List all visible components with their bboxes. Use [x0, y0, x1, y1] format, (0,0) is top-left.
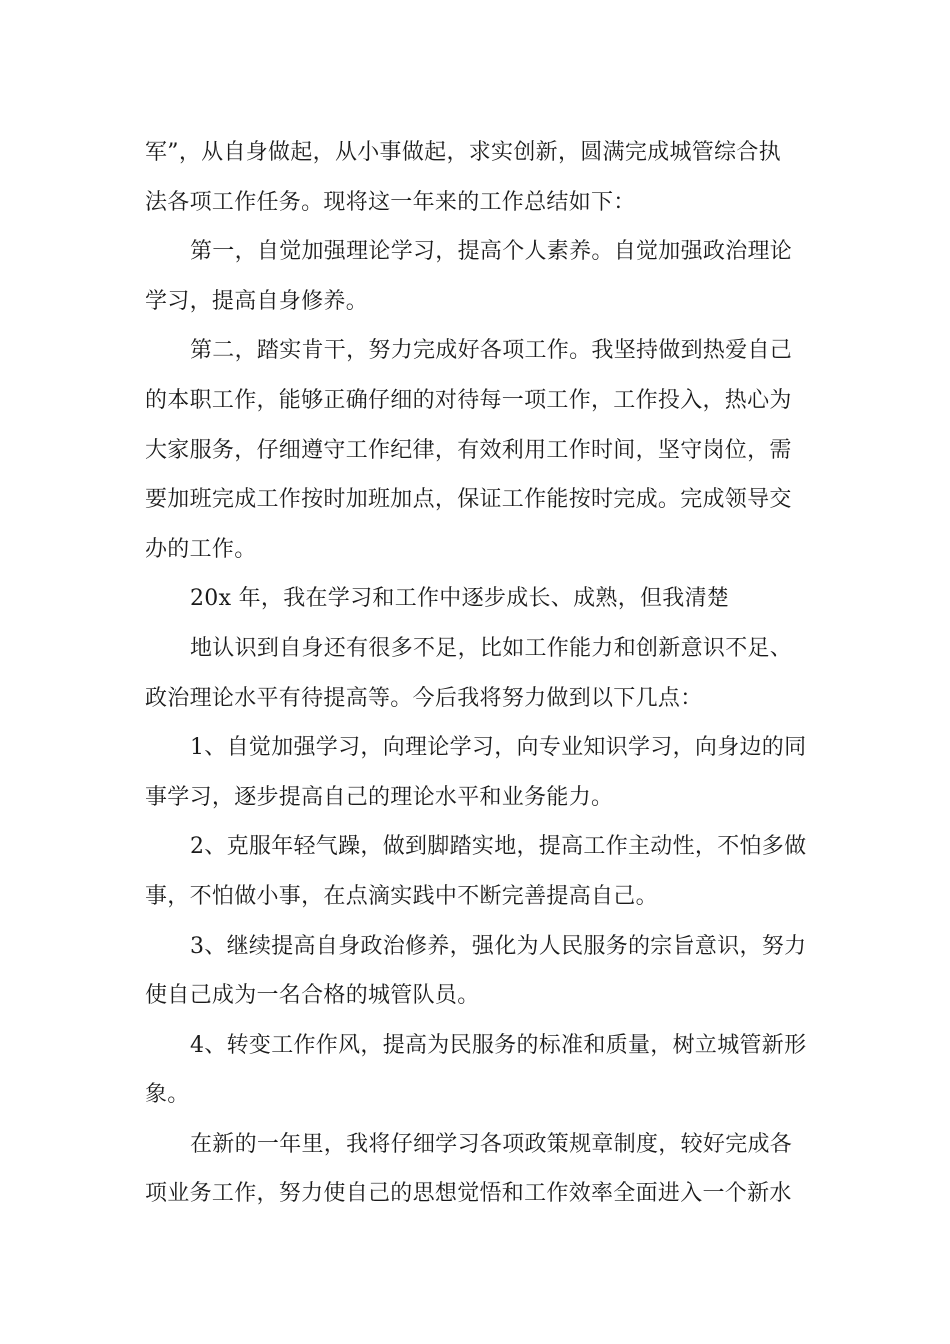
text-line: 3、继续提高自身政治修养，强化为人民服务的宗旨意识，努力 — [190, 933, 807, 959]
text-line: 4、转变工作作风，提高为民服务的标准和质量，树立城管新形 — [190, 1032, 807, 1058]
text-line: 的本职工作，能够正确仔细的对待每一项工作，工作投入，热心为 — [145, 387, 792, 413]
text-line: 第一，自觉加强理论学习，提高个人素养。自觉加强政治理论 — [190, 239, 793, 265]
text-line: 地认识到自身还有很多不足，比如工作能力和创新意识不足、 — [190, 635, 793, 661]
text-line: 事，不怕做小事，在点滴实践中不断完善提高自己。 — [145, 883, 658, 909]
text-line: 使自己成为一名合格的城管队员。 — [145, 983, 480, 1009]
paragraph-item-1 — [145, 723, 815, 822]
text-line: 要加班完成工作按时加班加点，保证工作能按时完成。完成领导交 — [145, 487, 792, 513]
text-line: 1、自觉加强学习，向理论学习，向专业知识学习，向身边的同 — [190, 735, 807, 761]
text-line: 象。 — [145, 1082, 190, 1108]
paragraph-shortcomings — [145, 624, 815, 723]
paragraph-point-second — [145, 326, 815, 574]
paragraph-intro-continuation — [145, 128, 815, 227]
paragraph-point-first — [145, 227, 815, 326]
text-line: 大家服务，仔细遵守工作纪律，有效利用工作时间，坚守岗位，需 — [145, 437, 792, 463]
text-line: 办的工作。 — [145, 536, 257, 562]
text-line: 法各项工作任务。现将这一年来的工作总结如下： — [145, 189, 636, 215]
text-line: 2、克服年轻气躁，做到脚踏实地，提高工作主动性，不怕多做 — [190, 834, 807, 860]
text-line: 政治理论水平有待提高等。今后我将努力做到以下几点： — [145, 685, 703, 711]
text-line: 项业务工作，努力使自己的思想觉悟和工作效率全面进入一个新水 — [145, 1181, 792, 1207]
text-line: 在新的一年里，我将仔细学习各项政策规章制度，较好完成各 — [190, 1131, 793, 1157]
text-line: 学习，提高自身修养。 — [145, 288, 369, 314]
text-line: 事学习，逐步提高自己的理论水平和业务能力。 — [145, 784, 614, 810]
paragraph-new-year — [145, 1120, 815, 1219]
paragraph-item-4 — [145, 1021, 815, 1120]
paragraph-year-summary — [145, 574, 815, 624]
paragraph-item-2 — [145, 822, 815, 921]
document-body — [145, 128, 815, 1219]
text-line: 20x 年，我在学习和工作中逐步成长、成熟，但我清楚 — [190, 586, 730, 612]
text-line: 第二，踏实肯干，努力完成好各项工作。我坚持做到热爱自己 — [190, 338, 793, 364]
paragraph-item-3 — [145, 922, 815, 1021]
text-line: 军”，从自身做起，从小事做起，求实创新，圆满完成城管综合执 — [145, 140, 781, 165]
